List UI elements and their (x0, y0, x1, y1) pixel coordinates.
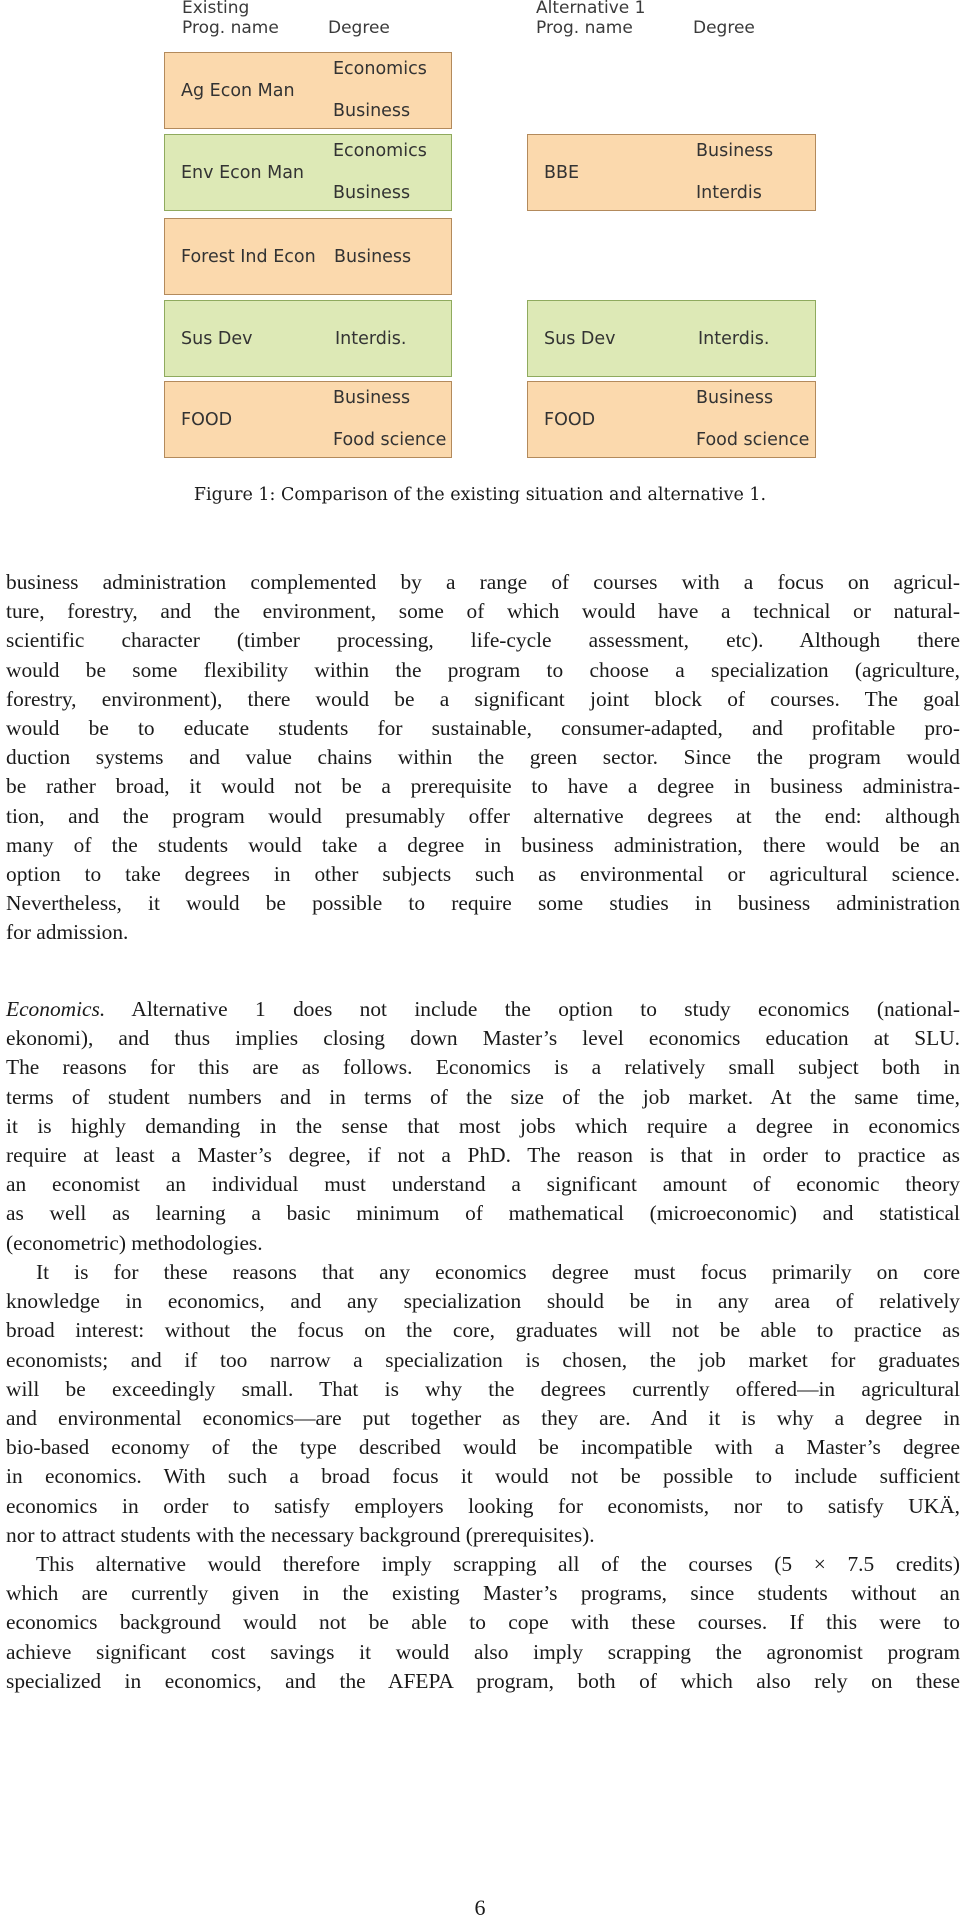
page-number: 6 (474, 1895, 486, 1920)
text-line: forestry, environment), there would be a significant joint block of courses. The goal (6, 686, 960, 711)
alternative-prog-name-header: Prog. name (536, 18, 633, 38)
text-line (6, 995, 960, 1024)
program-name: Forest Ind Econ (181, 246, 316, 267)
program-degree: Business (696, 141, 774, 161)
program-degree: Economics (333, 141, 427, 161)
text-line: (econometric) methodologies. (6, 1230, 263, 1255)
program-name: BBE (544, 162, 580, 183)
text-line: will be exceedingly small. That is why the degrees currently offered—in agricultural (6, 1376, 960, 1401)
program-degree: Business (696, 388, 774, 408)
text-line: nor to attract students with the necessary background (prerequisites). (6, 1522, 595, 1547)
program-name: Ag Econ Man (181, 80, 295, 101)
text-line: knowledge in economics, and any specialization should be in any area of relatively (6, 1289, 960, 1314)
program-name: Env Econ Man (181, 162, 305, 183)
text-line: would be to educate students for sustainable, consumer-adapted, and profitable pro- (6, 715, 960, 740)
text-line: business administration complemented by a range of courses with a focus on agricul- (6, 570, 960, 594)
alternative-degree-header: Degree (693, 18, 755, 38)
text-line-rest: Alternative 1 does not include the option to study economics (national- (105, 997, 960, 1021)
text-line: terms of student numbers and in terms of the size of the job market. At the same time, (6, 1084, 960, 1109)
text-line: tion, and the program would presumably offer alternative degrees at the end: although (6, 803, 960, 828)
alternative-program-food (527, 381, 816, 458)
text-line: would be some flexibility within the program to choose a specialization (agriculture, (6, 657, 960, 682)
program-name: FOOD (181, 409, 233, 430)
alternative-header: Alternative 1 (536, 0, 646, 18)
paragraph-2 (6, 995, 960, 1258)
existing-header: Existing (182, 0, 250, 18)
existing-degree-header: Degree (328, 18, 390, 38)
section-lead: Economics. (6, 997, 106, 1021)
program-degree: Interdis. (698, 328, 770, 349)
program-degree: Business (333, 388, 411, 408)
program-degree: Economics (333, 59, 427, 79)
text-line: it is highly demanding in the sense that most jobs which require a degree in economics (6, 1113, 960, 1138)
program-name: FOOD (544, 409, 596, 430)
program-degree: Food science (333, 430, 447, 450)
program-name: Sus Dev (544, 328, 616, 349)
text-line: many of the students would take a degree in business administration, there would be an (6, 832, 960, 857)
program-degree: Business (333, 183, 411, 203)
program-degree: Business (334, 246, 412, 267)
program-name: Sus Dev (181, 328, 253, 349)
paragraph-1 (6, 568, 960, 947)
text-line: bio-based economy of the type described would be incompatible with a Master’s degree (6, 1435, 960, 1460)
text-line: scientific character (timber processing, life-cycle assessment, etc). Although there (6, 628, 960, 653)
text-line: economics background would not be able to cope with these courses. If this were to (6, 1610, 960, 1635)
existing-prog-name-header: Prog. name (182, 18, 279, 38)
existing-program-ag-econ-man (164, 52, 452, 129)
figure-1 (0, 0, 960, 520)
paragraph-3 (6, 1258, 960, 1550)
text-line: The reasons for this are as follows. Economics is a relatively small subject both in (6, 1055, 960, 1080)
program-degree: Food science (696, 430, 810, 450)
text-line: broad interest: without the focus on the core, graduates will not be able to practice as (6, 1318, 960, 1343)
text-line: which are currently given in the existing Master’s programs, since students without an (6, 1581, 960, 1606)
text-line: duction systems and value chains within the green sector. Since the program would (6, 745, 960, 770)
program-degree: Interdis (696, 183, 762, 203)
text-line: in economics. With such a broad focus it would not be possible to include sufficient (6, 1464, 960, 1489)
program-degree: Interdis. (335, 328, 407, 349)
text-line: and environmental economics—are put together as they are. And it is why a degree in (6, 1405, 960, 1430)
text-line: This alternative would therefore imply scrapping all of the courses (5 × 7.5 credits) (36, 1552, 960, 1576)
text-line: specialized in economics, and the AFEPA program, both of which also rely on these (6, 1668, 960, 1693)
text-line: as well as learning a basic minimum of mathematical (microeconomic) and statistical (6, 1201, 960, 1226)
text-line: for admission. (6, 920, 129, 945)
text-line: ekonomi), and thus implies closing down Master’s level economics education at SLU. (6, 1026, 960, 1051)
existing-program-food (164, 381, 452, 458)
text-line: be rather broad, it would not be a prerequisite to have a degree in business administra- (6, 774, 960, 799)
figure-caption: Figure 1: Comparison of the existing situation and alternative 1. (193, 485, 767, 505)
text-line: ture, forestry, and the environment, some of which would have a technical or natural- (6, 599, 960, 624)
text-line: economics in order to satisfy employers looking for economists, nor to satisfy UKÄ, (6, 1493, 960, 1518)
text-line: Nevertheless, it would be possible to require some studies in business administration (6, 891, 960, 916)
program-degree: Business (333, 101, 411, 121)
text-line: require at least a Master’s degree, if not a PhD. The reason is that in order to practice as (6, 1142, 960, 1167)
existing-program-forest-ind-econ (164, 218, 452, 295)
text-line: option to take degrees in other subjects such as environmental or agricultural science. (6, 861, 960, 886)
text-line: achieve significant cost savings it would also imply scrapping the agronomist program (6, 1639, 960, 1664)
paragraph-4 (6, 1550, 960, 1696)
existing-program-env-econ-man (164, 134, 452, 211)
text-line: economists; and if too narrow a specialization is chosen, the job market for graduates (6, 1347, 960, 1372)
alternative-program-sus-dev (527, 300, 816, 377)
existing-program-sus-dev (164, 300, 452, 377)
alternative-program-bbe (527, 134, 816, 211)
text-line: an economist an individual must understand a significant amount of economic theory (6, 1172, 960, 1197)
text-line: It is for these reasons that any economics degree must focus primarily on core (36, 1260, 960, 1284)
